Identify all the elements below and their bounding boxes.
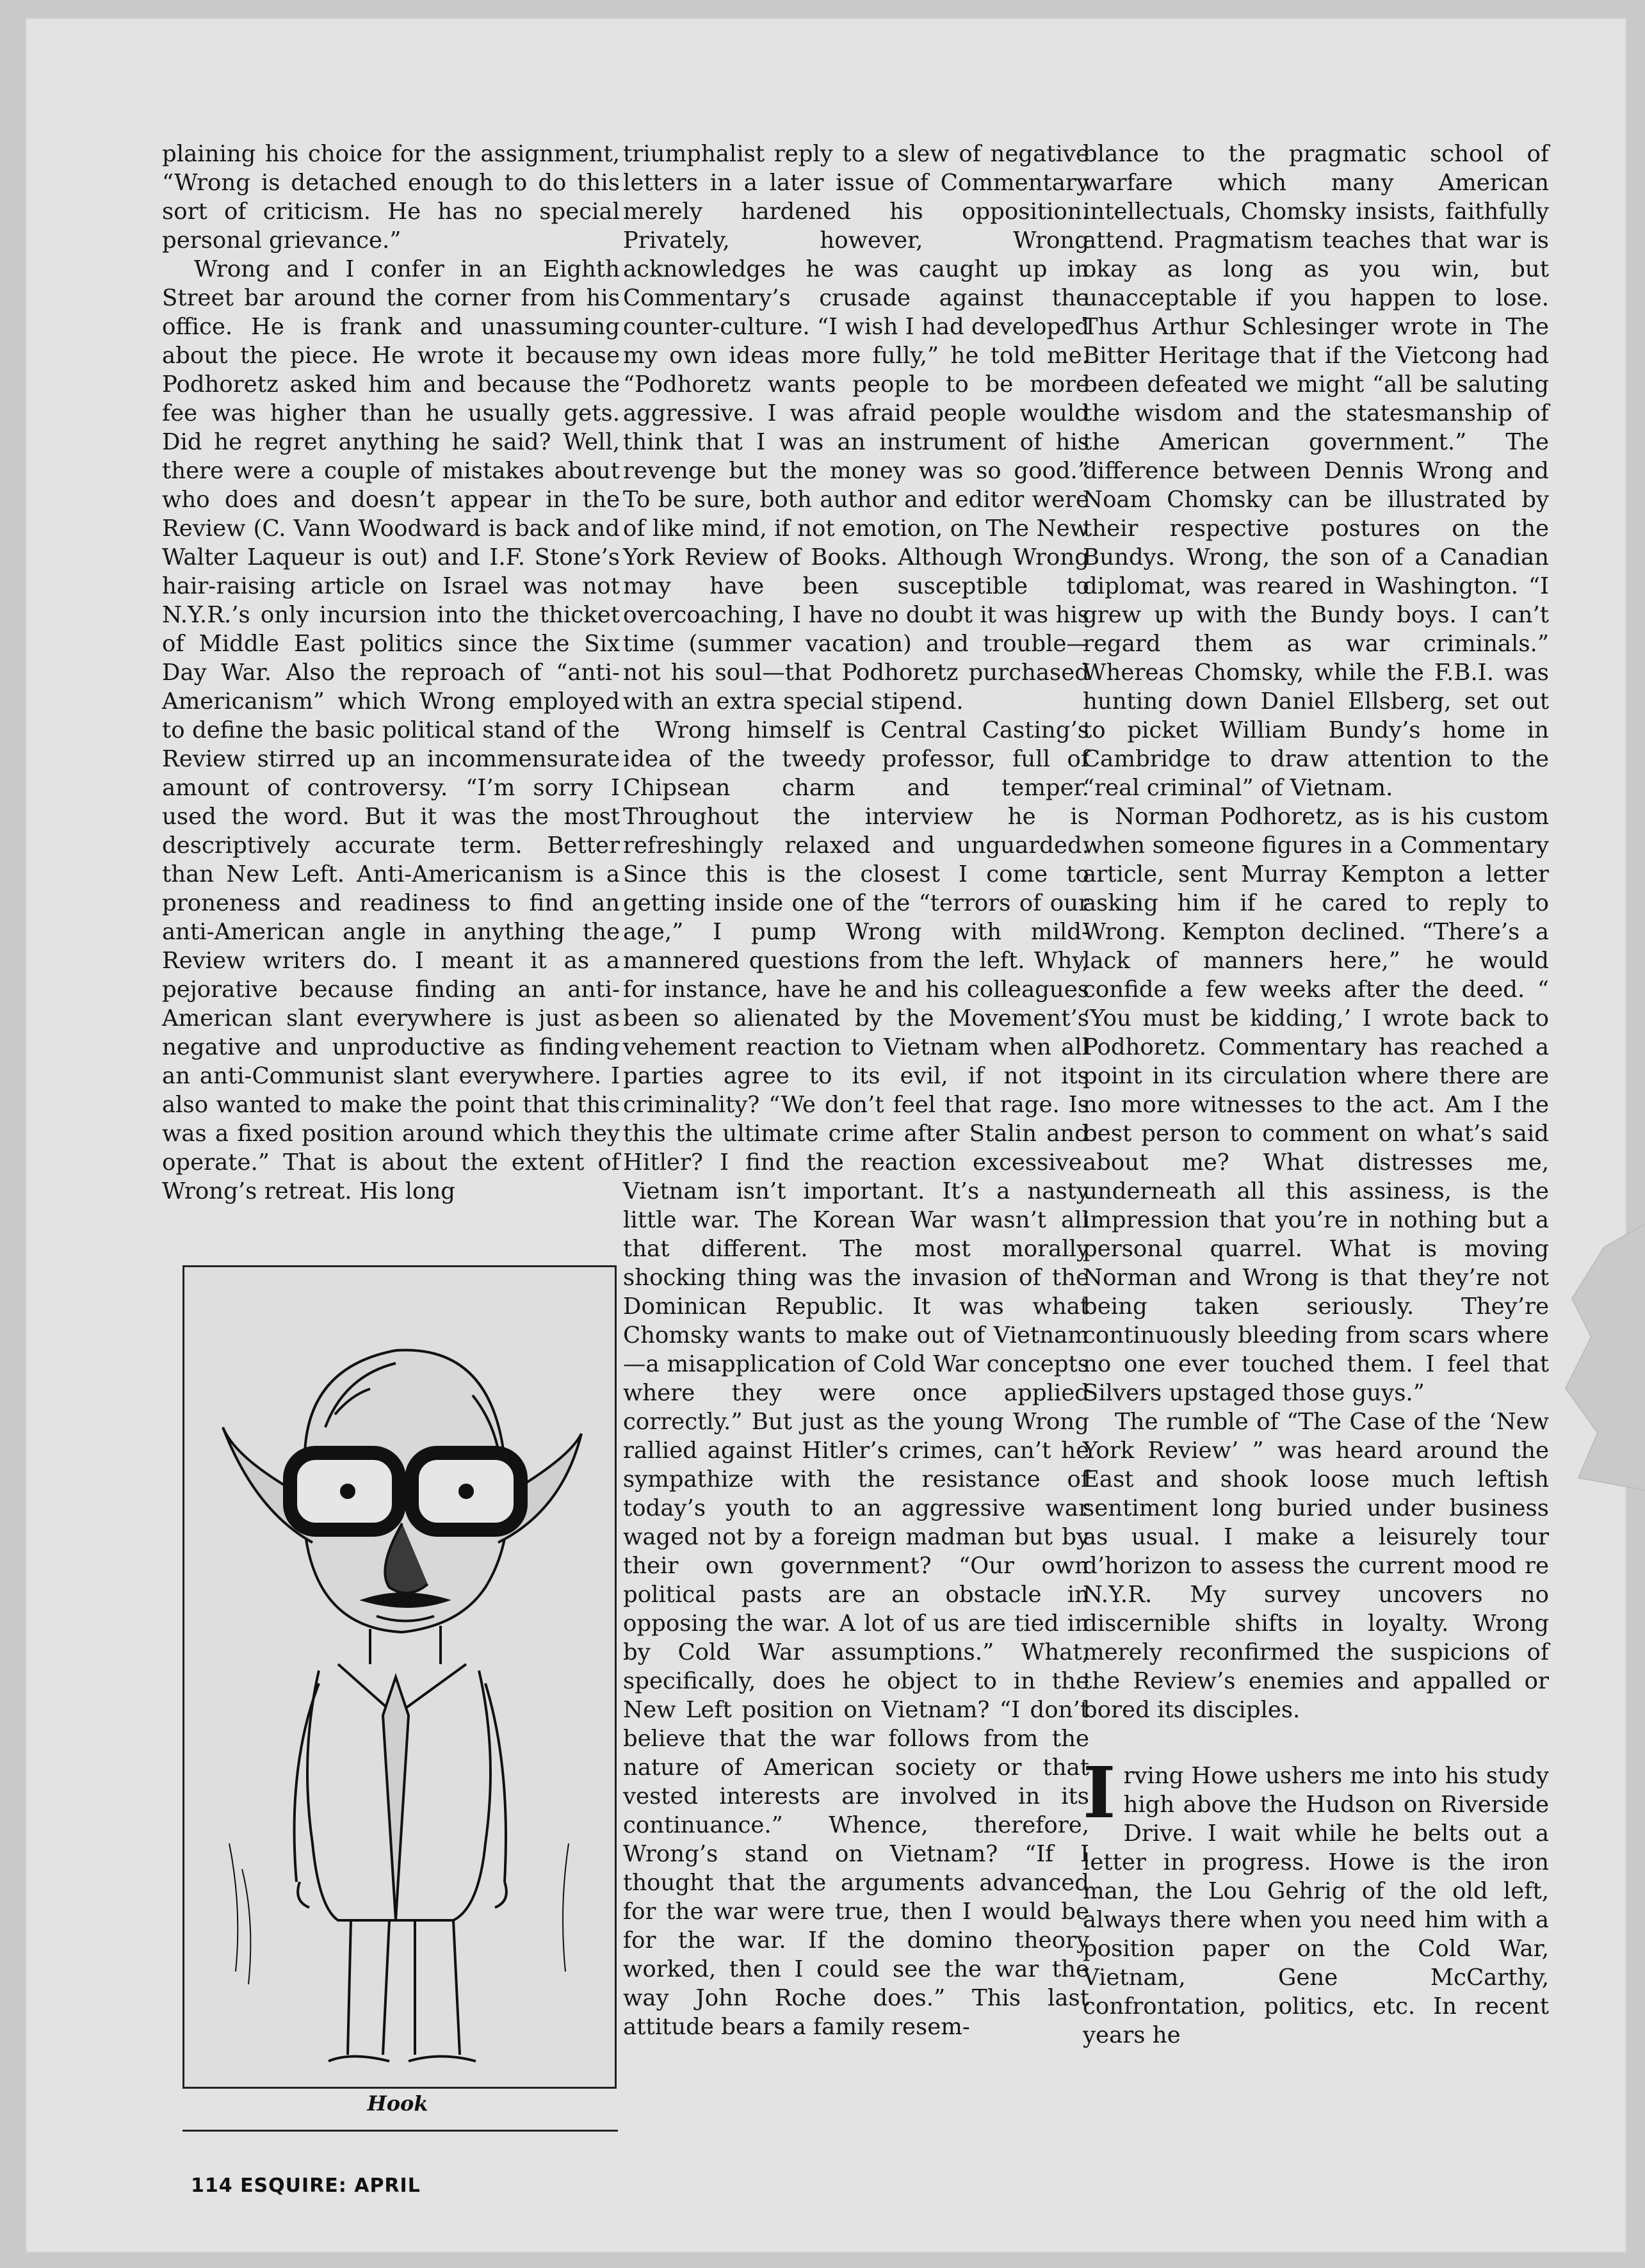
section-opening-paragraph	[1083, 1751, 1549, 2050]
column-3	[1083, 140, 1549, 2050]
column-1	[162, 140, 620, 1206]
paragraph: blance to the pragmatic school of warfare which many American intellectuals, Chomsky insists, faithfully attend. Pragmatism teaches that war is okay as long as you win, but unacceptable if you happen to lose. Thus Arthur Schlesinger wrote in The Bitter Heritage that if the Vietcong had been defeated we might “all be saluting the wisdom and the statesmanship of the American government.” The difference between Dennis Wrong and Noam Chomsky can be illustrated by their respective postures on the Bundys. Wrong, the son of a Canadian diplomat, was reared in Washington. “I grew up with the Bundy boys. I can’t regard them as war criminals.” Whereas Chomsky, while the F.B.I. was hunting down Daniel Ellsberg, set out to picket William Bundy’s home in Cambridge to draw attention to the “real criminal” of Vietnam.	[1083, 141, 1549, 801]
page-folio: 114 ESQUIRE: APRIL	[191, 2175, 421, 2197]
paragraph: plaining his choice for the assignment, “Wrong is detached enough to do this sort of criticism. He has no special personal grievance.”	[162, 141, 620, 254]
column-2	[623, 140, 1089, 2041]
illustration-caption: Hook	[367, 2091, 428, 2116]
paragraph: Wrong himself is Central Casting’s idea of the tweedy professor, full of Chipsean charm and temper. Throughout the interview he is refreshingly relaxed and unguarded. Since this is the closest I come to getting inside one of the “terrors of our age,” I pump Wrong with mild-mannered questions from the left. Why, for instance, have he and his colleagues been so alienated by the Movement’s vehement reaction to Vietnam when all parties agree to its evil, if not its criminality? “We don’t feel that rage. Is this the ultimate crime after Stalin and Hitler? I find the reaction excessive. Vietnam isn’t important. It’s a nasty little war. The Korean War wasn’t all that different. The most morally shocking thing was the invasion of the Dominican Republic. It was what Chomsky wants to make out of Vietnam—a misapplication of Cold War concepts where they were once applied correctly.” But just as the young Wrong rallied against Hitler’s crimes, can’t he sympathize with the resistance of today’s youth to an aggressive war waged not by a foreign madman but by their own government? “Our own political pasts are an obstacle in opposing the war. A lot of us are tied in by Cold War assumptions.” What, specifically, does he object to in the New Left position on Vietnam? “I don’t believe that the war follows from the nature of American society or that vested interests are involved in its continuance.” Whence, therefore, Wrong’s stand on Vietnam? “If I thought that the arguments advanced for the war were true, then I would be for the war. If the domino theory worked, then I could see the war the way John Roche does.” This last attitude bears a family resem-	[623, 717, 1089, 2040]
torn-edge-icon	[1559, 1222, 1645, 1491]
magazine-page	[26, 18, 1626, 2253]
paragraph: triumphalist reply to a slew of negative letters in a later issue of Commentary merely hardened his opposition. Privately, however, Wrong acknowledges he was caught up in Commentary’s crusade against the counter-culture. “I wish I had developed my own ideas more fully,” he told me. “Podhoretz wants people to be more aggressive. I was afraid people would think that I was an instrument of his revenge but the money was so good.” To be sure, both author and editor were of like mind, if not emotion, on The New York Review of Books. Although Wrong may have been susceptible to overcoaching, I have no doubt it was his time (summer vacation) and trouble—not his soul—that Podhoretz purchased with an extra special stipend.	[623, 141, 1089, 715]
caricature-illustration	[182, 1265, 617, 2089]
divider	[182, 2130, 618, 2132]
paragraph: Norman Podhoretz, as is his custom when someone figures in a Commentary article, sent Murray Kempton a letter asking him if he cared to reply to Wrong. Kempton declined. “There’s a lack of manners here,” he would confide a few weeks after the deed. “ ‘You must be kidding,’ I wrote back to Podhoretz. Commentary has reached a point in its circulation where there are no more witnesses to the act. Am I the best person to comment on what’s said about me? What distresses me, underneath all this assiness, is the impression that you’re in nothing but a personal quarrel. What is moving Norman and Wrong is that they’re not being taken seriously. They’re continuously bleeding from scars where no one ever touched them. I feel that Silvers upstaged those guys.”	[1083, 804, 1549, 1406]
drop-cap: I	[1083, 1751, 1116, 1834]
paragraph: The rumble of “The Case of the ‘New York Review’ ” was heard around the East and shook loose much leftish sentiment long buried under business as usual. I make a leisurely tour d’horizon to assess the current mood re N.Y.R. My survey uncovers no discernible shifts in loyalty. Wrong merely reconfirmed the suspicions of the Review’s enemies and appalled or bored its disciples.	[1083, 1409, 1549, 1723]
paragraph: Wrong and I confer in an Eighth Street bar around the corner from his office. He is frank and unassuming about the piece. He wrote it because Podhoretz asked him and because the fee was higher than he usually gets. Did he regret anything he said? Well, there were a couple of mistakes about who does and doesn’t appear in the Review (C. Vann Woodward is back and Walter Laqueur is out) and I.F. Stone’s hair-raising article on Israel was not N.Y.R.’s only incursion into the thicket of Middle East politics since the Six Day War. Also the reproach of “anti-Americanism” which Wrong employed to define the basic political stand of the Review stirred up an incommensurate amount of controversy. “I’m sorry I used the word. But it was the most descriptively accurate term. Better than New Left. Anti-Americanism is a proneness and readiness to find an anti-American angle in anything the Review writers do. I meant it as a pejorative because finding an anti-American slant everywhere is just as negative and unproductive as finding an anti-Communist slant everywhere. I also wanted to make the point that this was a fixed position around which they operate.” That is about the extent of Wrong’s retreat. His long	[162, 256, 620, 1204]
caricature-icon	[184, 1267, 615, 2087]
paragraph-text: rving Howe ushers me into his study high above the Hudson on Riverside Drive. I wait while he belts out a letter in progress. Howe is the iron man, the Lou Gehrig of the old left, always there when you need him with a position paper on the Cold War, Vietnam, Gene McCarthy, confrontation, politics, etc. In recent years he	[1083, 1763, 1549, 2048]
